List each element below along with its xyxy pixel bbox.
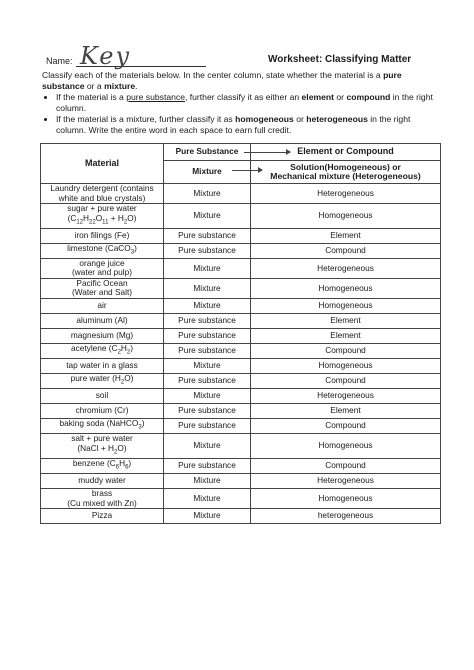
material-line-1: magnesium (Mg) — [70, 330, 134, 341]
material-line-2: $(C_{12}H_{22}O_{11} + H_2O)$ — [67, 212, 137, 226]
table-row — [41, 404, 441, 419]
instruction-bullet-2 — [56, 114, 442, 136]
material-line-1: limestone (CaCO$_3$) — [67, 242, 137, 256]
material-cell — [41, 298, 164, 313]
substance-type-cell: Mixture — [164, 184, 251, 204]
intro-mixture: mixture — [104, 81, 136, 91]
worksheet-title: Worksheet: Classifying Matter — [268, 54, 412, 65]
material-line-1: Laundry detergent (contains — [50, 183, 154, 193]
material-cell — [41, 228, 164, 243]
bullet-text: If the material is a mixture, further classify it as — [56, 114, 236, 124]
substance-type-cell: Mixture — [164, 489, 251, 509]
classification-cell: Heterogeneous — [251, 474, 441, 489]
classification-cell: Heterogeneous — [251, 258, 441, 278]
material-cell — [41, 313, 164, 328]
name-label: Name: — [46, 56, 73, 66]
material-line-1: baking soda (NaHCO$_3$) — [59, 418, 145, 431]
table-row — [41, 298, 441, 313]
material-cell — [41, 204, 164, 229]
material-line-1: Pacific Ocean — [76, 277, 128, 288]
table-row — [41, 204, 441, 229]
material-cell — [41, 278, 164, 298]
substance-type-cell: Mixture — [164, 509, 251, 524]
bullet-bold: element — [301, 92, 335, 102]
classification-cell: Compound — [251, 373, 441, 388]
classification-cell: Homogeneous — [251, 278, 441, 298]
material-line-2: white and blue crystals) — [58, 192, 146, 203]
header-solution-or-mechanical — [251, 161, 441, 184]
material-line-1: Pizza — [91, 510, 113, 521]
bullet-text: or — [293, 114, 307, 124]
classification-cell: Element — [251, 313, 441, 328]
table-row — [41, 278, 441, 298]
material-line-1: aluminum (Al) — [76, 315, 128, 326]
intro-pure-substance: pure substance — [42, 70, 402, 91]
classification-cell: Homogeneous — [251, 358, 441, 373]
material-cell — [41, 419, 164, 434]
classification-cell: Heterogeneous — [251, 389, 441, 404]
bullet-underlined: pure substance — [126, 92, 185, 102]
material-line-1: orange juice — [79, 257, 125, 268]
table-row — [41, 228, 441, 243]
bullet-text: , further classify it as either an — [184, 92, 302, 102]
classification-cell: Homogeneous — [251, 204, 441, 229]
substance-type-cell: Mixture — [164, 434, 251, 459]
classification-cell: Element — [251, 404, 441, 419]
material-cell — [41, 434, 164, 459]
table-row — [41, 313, 441, 328]
material-cell — [41, 389, 164, 404]
instructions-list — [42, 92, 442, 136]
substance-type-cell: Pure substance — [164, 328, 251, 343]
material-line-1: acetylene $(C_2H_2)$ — [70, 342, 134, 356]
table-row — [41, 243, 441, 258]
arrow-pure-to-element — [244, 152, 290, 153]
classification-table — [40, 143, 441, 524]
classification-cell: Compound — [251, 419, 441, 434]
bullet-bold: homogeneous — [235, 114, 294, 124]
substance-type-cell: Pure substance — [164, 243, 251, 258]
classification-cell: Compound — [251, 343, 441, 358]
table-row — [41, 509, 441, 524]
substance-type-cell: Mixture — [164, 358, 251, 373]
instruction-bullet-1 — [56, 92, 442, 114]
bullet-text: in the right column. — [56, 92, 433, 113]
substance-type-cell: Pure substance — [164, 313, 251, 328]
substance-type-cell: Pure substance — [164, 419, 251, 434]
table-row — [41, 458, 441, 473]
header-element-or-compound: Element or Compound — [251, 144, 441, 161]
classification-cell: Compound — [251, 243, 441, 258]
material-line-1: soil — [95, 390, 109, 401]
substance-type-cell: Pure substance — [164, 343, 251, 358]
intro-text: . — [135, 81, 138, 91]
material-line-2: (water and pulp) — [72, 267, 132, 278]
table-row — [41, 489, 441, 509]
bullet-bold: heterogeneous — [306, 114, 368, 124]
substance-type-cell: Pure substance — [164, 373, 251, 388]
header-material: Material — [41, 144, 164, 184]
material-line-1: brass — [91, 488, 113, 499]
classification-cell: Homogeneous — [251, 489, 441, 509]
material-line-1: benzene $(C_6H_6)$ — [72, 457, 132, 471]
table-row — [41, 358, 441, 373]
material-cell — [41, 258, 164, 278]
intro-text: Classify each of the materials below. In the center column, state whether the material is a — [42, 70, 384, 80]
table-row — [41, 343, 441, 358]
table-row — [41, 373, 441, 388]
material-cell — [41, 489, 164, 509]
material-line-1: sugar + pure water — [67, 203, 137, 213]
worksheet-header — [46, 42, 436, 72]
classification-cell: Heterogeneous — [251, 184, 441, 204]
material-cell — [41, 328, 164, 343]
table-row — [41, 328, 441, 343]
bullet-text: in the right column. Write the entire word in each space to earn full credit. — [56, 114, 411, 135]
table-row — [41, 419, 441, 434]
substance-type-cell: Mixture — [164, 389, 251, 404]
substance-type-cell: Mixture — [164, 204, 251, 229]
classification-cell: Element — [251, 228, 441, 243]
header-pure-substance: Pure Substance — [164, 144, 251, 161]
header-solution-line-1: Solution(Homogeneous) or — [290, 161, 401, 172]
table-row — [41, 434, 441, 459]
material-line-1: muddy water — [78, 475, 126, 486]
table-row — [41, 389, 441, 404]
material-cell — [41, 458, 164, 473]
material-cell — [41, 373, 164, 388]
material-cell — [41, 243, 164, 258]
bullet-text: or — [334, 92, 347, 102]
table-row — [41, 184, 441, 204]
substance-type-cell: Mixture — [164, 474, 251, 489]
classification-cell: Homogeneous — [251, 434, 441, 459]
material-line-2: (NaCl + $H_2O$) — [77, 442, 127, 456]
material-cell — [41, 509, 164, 524]
classification-cell: Homogeneous — [251, 298, 441, 313]
material-line-1: air — [97, 300, 107, 311]
material-line-1: tap water in a glass — [66, 360, 138, 371]
classification-cell: Element — [251, 328, 441, 343]
intro-text: or a — [84, 81, 105, 91]
table-body — [41, 184, 441, 524]
material-cell — [41, 343, 164, 358]
table-row — [41, 258, 441, 278]
substance-type-cell: Pure substance — [164, 458, 251, 473]
material-line-2: (Water and Salt) — [71, 287, 133, 298]
material-line-1: pure water $(H_2O)$ — [70, 372, 134, 386]
material-line-2: (Cu mixed with Zn) — [67, 497, 137, 508]
material-cell — [41, 358, 164, 373]
substance-type-cell: Mixture — [164, 278, 251, 298]
substance-type-cell: Mixture — [164, 258, 251, 278]
substance-type-cell: Mixture — [164, 298, 251, 313]
header-solution-line-2: Mechanical mixture (Heterogeneous) — [270, 171, 421, 181]
instructions — [42, 70, 442, 136]
table-row — [41, 474, 441, 489]
material-line-1: salt + pure water — [71, 433, 133, 444]
material-cell — [41, 404, 164, 419]
material-cell — [41, 184, 164, 204]
material-cell — [41, 474, 164, 489]
name-handwritten-value: Key — [80, 42, 132, 70]
arrow-mixture-to-solution — [232, 170, 262, 171]
bullet-bold: compound — [346, 92, 391, 102]
instructions-intro — [42, 70, 442, 92]
substance-type-cell: Pure substance — [164, 404, 251, 419]
material-line-1: iron filings (Fe) — [74, 229, 130, 240]
material-line-1: chromium (Cr) — [75, 405, 129, 416]
classification-cell: heterogeneous — [251, 509, 441, 524]
bullet-text: If the material is a — [56, 92, 127, 102]
substance-type-cell: Pure substance — [164, 228, 251, 243]
classification-cell: Compound — [251, 458, 441, 473]
header-mixture: Mixture — [164, 161, 251, 184]
